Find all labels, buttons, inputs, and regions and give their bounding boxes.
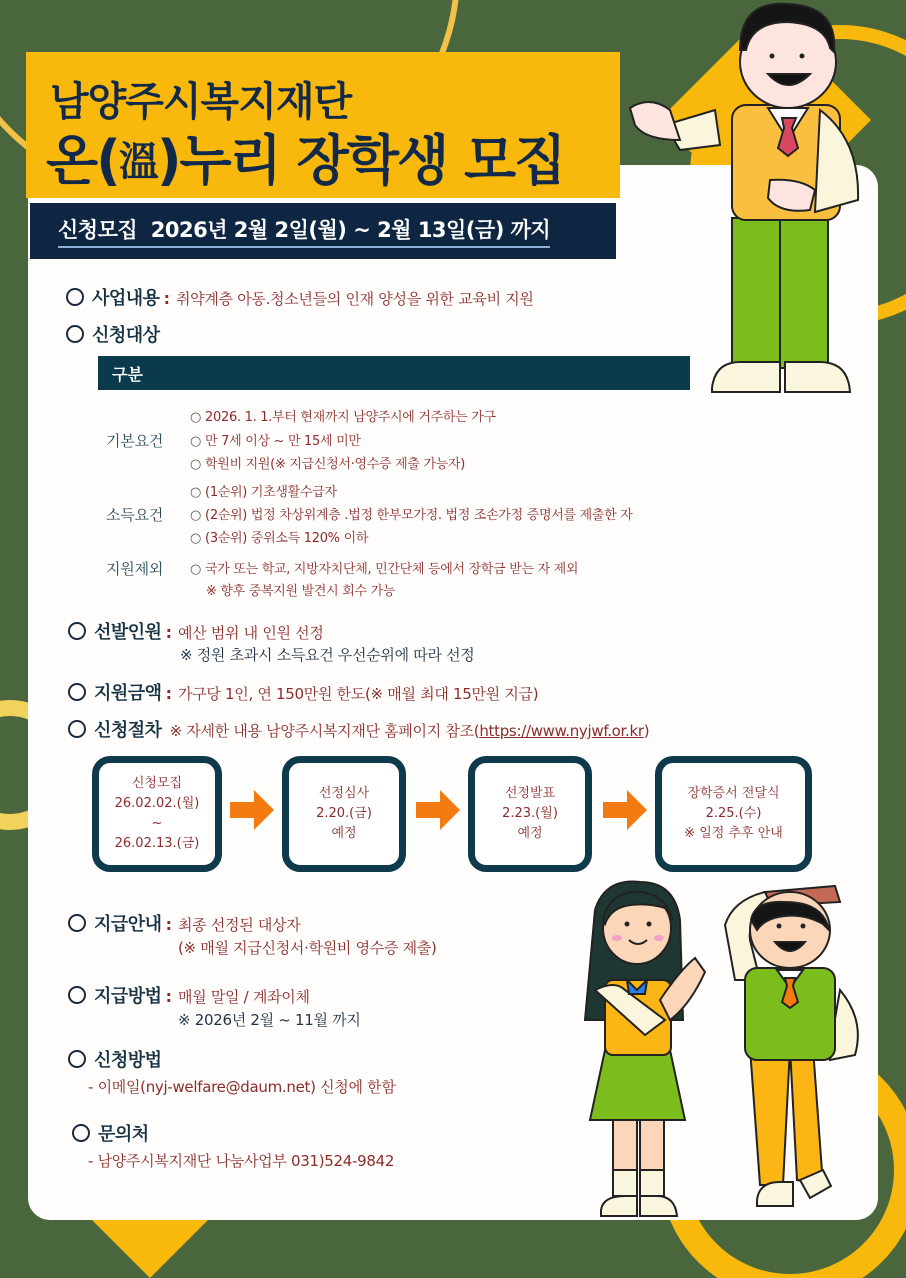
application-period: 신청모집 2026년 2월 2일(월) ~ 2월 13일(금) 까지 [58,214,550,248]
req-category: 기본요건 [106,432,164,450]
section-procedure: 신청절차 ※ 자세한 내용 남양주시복지재단 홈페이지 참조( https://www.nyjwf.or.kr ) [68,716,649,742]
circle-bullet-icon [68,683,86,701]
contact-detail: - 남양주시복지재단 나눔사업부 031)524-9842 [88,1152,395,1170]
hanja-char: 溫 [118,139,157,185]
req-item: ○ (1순위) 기초생활수급자 [190,485,337,500]
circle-bullet-icon [68,914,86,932]
section-payment-method: 지급방법 : 매월 말일 / 계좌이체 [68,982,310,1008]
step-announce: 선정발표 2.23.(월) 예정 [468,756,592,872]
payment-info-note: (※ 매월 지급신청서·학원비 영수증 제출) [178,939,437,957]
circle-bullet-icon [66,288,84,306]
req-item: ○ (3순위) 중위소득 120% 이하 [190,531,369,546]
arrow-right-icon [603,790,647,830]
apply-method-detail: - 이메일(nyj-welfare@daum.net) 신청에 한함 [88,1078,396,1096]
section-contact: 문의처 [72,1120,149,1146]
page-title: 온(溫)누리 장학생 모집 [46,129,565,192]
homepage-link[interactable]: https://www.nyjwf.or.kr [479,722,644,740]
circle-bullet-icon [68,986,86,1004]
req-category: 지원제외 [106,560,164,578]
arrow-right-icon [416,790,460,830]
table-header: 구분 [98,356,690,390]
req-category: 소득요건 [106,506,164,524]
application-period-bar [30,203,616,259]
section-amount: 지원금액 : 가구당 1인, 연 150만원 한도(※ 매월 최대 15만원 지급) [68,679,538,705]
payment-method-note: ※ 2026년 2월 ~ 11월 까지 [178,1011,361,1029]
circle-bullet-icon [68,1050,86,1068]
circle-bullet-icon [68,622,86,640]
req-item: ○ 국가 또는 학교, 지방자치단체, 민간단체 등에서 장학금 받는 자 제외 [190,562,579,577]
circle-bullet-icon [72,1124,90,1142]
section-business: 사업내용 : 취약계층 아동.청소년들의 인재 양성을 위한 교육비 지원 [66,284,534,310]
boy-with-book-illustration [705,880,875,1220]
step-review: 선정심사 2.20.(금) 예정 [282,756,406,872]
req-item: ○ 2026. 1. 1.부터 현재까지 남양주시에 거주하는 가구 [190,410,496,425]
step-ceremony: 장학증서 전달식 2.25.(수) ※ 일정 추후 안내 [655,756,812,872]
boy-presenting-illustration [620,0,860,400]
arrow-right-icon [230,790,274,830]
req-item: ○ 만 7세 이상 ~ 만 15세 미만 [190,434,361,449]
req-item: ○ (2순위) 법정 차상위계층 .법정 한부모가정. 법정 조손가정 증명서를 제출한 자 [190,508,633,523]
decor-triangle [90,1218,210,1278]
circle-bullet-icon [68,720,86,738]
section-target: 신청대상 [66,321,160,347]
section-payment-info: 지급안내 : 최종 선정된 대상자 [68,910,300,936]
section-apply-method: 신청방법 [68,1046,162,1072]
selection-note: ※ 정원 초과시 소득요건 우선순위에 따라 선정 [180,646,475,664]
req-item: ○ 학원비 지원(※ 지급신청서·영수증 제출 가능자) [190,457,465,472]
org-name: 남양주시복지재단 [50,79,352,125]
req-note: ※ 향후 중복지원 발견시 회수 가능 [206,584,396,599]
step-apply: 신청모집 26.02.02.(월) ~ 26.02.13.(금) [92,756,222,872]
girl-clapping-illustration [565,880,715,1220]
circle-bullet-icon [66,325,84,343]
section-selection: 선발인원 : 예산 범위 내 인원 선정 [68,618,324,644]
